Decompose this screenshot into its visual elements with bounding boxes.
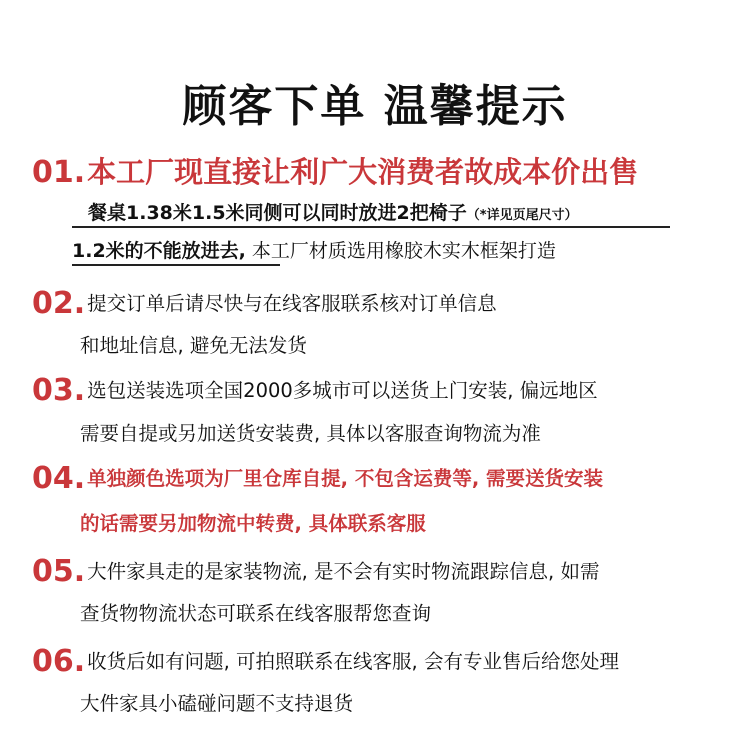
notice-1-line2-note: （*详见页尾尺寸） <box>466 208 578 223</box>
notice-3 <box>32 373 598 408</box>
notice-4-number: 04. <box>32 461 86 496</box>
notice-5 <box>32 554 599 589</box>
notice-1-line3-rest: 本工厂材质选用橡胶木实木框架打造 <box>245 240 556 262</box>
underline-1 <box>72 226 670 228</box>
notice-1-text: 本工厂现直接让利广大消费者故成本价出售 <box>87 155 639 189</box>
notice-6-cont: 大件家具小磕碰问题不支持退货 <box>80 692 354 715</box>
notice-4-text: 单独颜色选项为厂里仓库自提, 不包含运费等, 需要送货安装 <box>87 467 604 490</box>
notice-6-number: 06. <box>32 644 86 679</box>
notice-5-number: 05. <box>32 554 86 589</box>
notice-6 <box>32 644 619 679</box>
notice-2 <box>32 286 497 321</box>
notice-4-cont: 的话需要另加物流中转费, 具体联系客服 <box>80 512 426 535</box>
notice-3-number: 03. <box>32 373 86 408</box>
notice-1-heading <box>32 150 638 191</box>
notice-4 <box>32 461 603 496</box>
notice-1-line3 <box>72 236 556 263</box>
notice-1-line2 <box>88 198 578 225</box>
notice-1-line2-main: 餐桌1.38米1.5米同侧可以同时放进2把椅子 <box>88 202 467 224</box>
notice-3-text: 选包送装选项全国2000多城市可以送货上门安装, 偏远地区 <box>87 379 598 402</box>
notice-5-cont: 查货物物流状态可联系在线客服帮您查询 <box>80 602 432 625</box>
notice-3-cont: 需要自提或另加送货安装费, 具体以客服查询物流为准 <box>80 422 541 445</box>
notice-1-number: 01. <box>32 155 86 190</box>
underline-2 <box>72 264 280 266</box>
notice-5-text: 大件家具走的是家装物流, 是不会有实时物流跟踪信息, 如需 <box>87 560 600 583</box>
notice-2-text: 提交订单后请尽快与在线客服联系核对订单信息 <box>87 292 497 315</box>
notice-1-line3-bold: 1.2米的不能放进去, <box>72 240 246 262</box>
notice-6-text: 收货后如有问题, 可拍照联系在线客服, 会有专业售后给您处理 <box>87 650 619 673</box>
page-title: 顾客下单 温馨提示 <box>182 81 568 132</box>
notice-2-number: 02. <box>32 286 86 321</box>
notice-2-cont: 和地址信息, 避免无法发货 <box>80 334 307 357</box>
